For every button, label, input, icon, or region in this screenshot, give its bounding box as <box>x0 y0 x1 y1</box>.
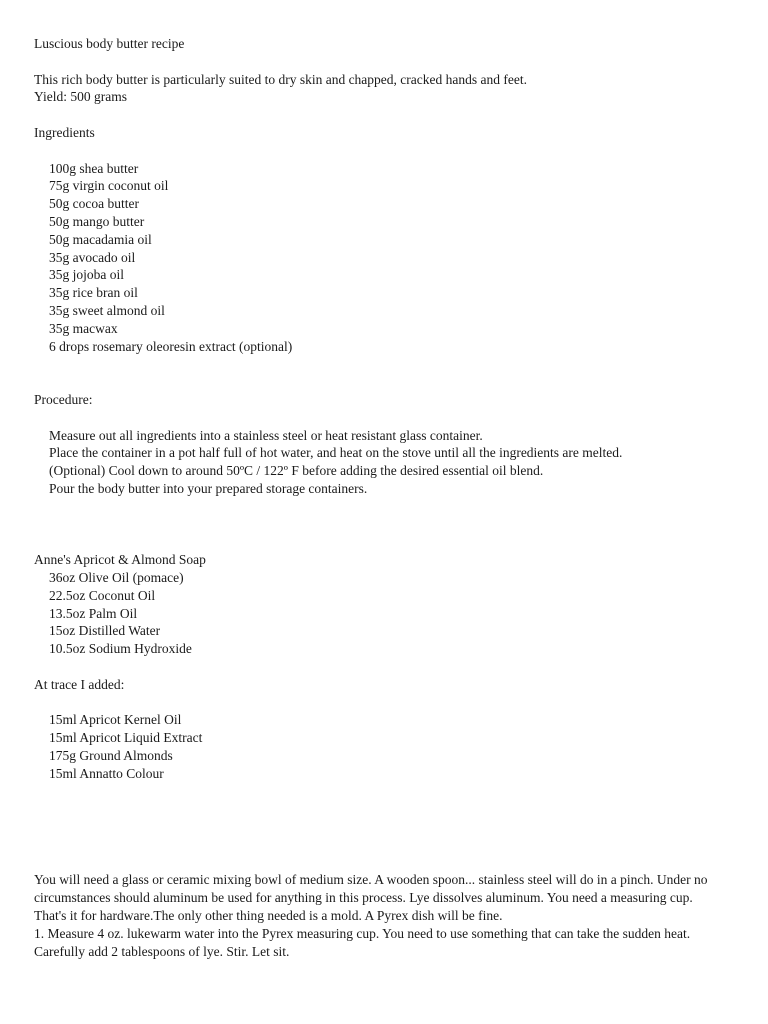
list-item: 15ml Annatto Colour <box>49 765 164 781</box>
trace-heading: At trace I added: <box>34 676 125 692</box>
ingredients-heading: Ingredients <box>34 124 95 140</box>
list-item: 10.5oz Sodium Hydroxide <box>49 641 192 657</box>
list-item: 35g jojoba oil <box>49 267 124 283</box>
recipe1-title: Luscious body butter recipe <box>34 36 185 51</box>
list-item: 75g virgin coconut oil <box>49 178 169 194</box>
list-item: 50g macadamia oil <box>49 231 152 247</box>
recipe2-title: Anne's Apricot & Almond Soap <box>34 552 206 568</box>
procedure-heading: Procedure: <box>34 391 93 407</box>
list-item: 50g cocoa butter <box>49 196 139 212</box>
recipe1-yield: Yield: 500 grams <box>34 89 127 105</box>
list-item: 35g macwax <box>49 320 118 336</box>
ingredients-list <box>34 160 734 356</box>
list-item: Place the container in a pot half full of hot water, and heat on the stove until all the ingredients are melted. <box>49 445 623 461</box>
list-item: 6 drops rosemary oleoresin extract (optional) <box>49 338 293 354</box>
soap-step-1: 1. Measure 4 oz. lukewarm water into the Pyrex measuring cup. You need to use something that can take the sudden heat. Carefully add 2 tablespoons of lye. Stir. Let sit. <box>34 925 691 959</box>
list-item: 35g rice bran oil <box>49 285 138 301</box>
list-item: Measure out all ingredients into a stainless steel or heat resistant glass container. <box>49 427 483 443</box>
list-item: 175g Ground Almonds <box>49 747 173 763</box>
document-page <box>34 35 734 960</box>
list-item: 36oz Olive Oil (pomace) <box>49 569 184 585</box>
list-item: 35g sweet almond oil <box>49 302 165 318</box>
list-item: 22.5oz Coconut Oil <box>49 587 156 603</box>
list-item: 15ml Apricot Kernel Oil <box>49 712 182 728</box>
list-item: 100g shea butter <box>49 160 139 176</box>
procedure-list <box>34 427 734 498</box>
list-item: 35g avocado oil <box>49 249 136 265</box>
list-item: Pour the body butter into your prepared storage containers. <box>49 480 368 496</box>
trace-list <box>34 711 734 782</box>
recipe1-intro: This rich body butter is particularly suited to dry skin and chapped, cracked hands and feet. <box>34 71 527 87</box>
list-item: (Optional) Cool down to around 50ºC / 122º F before adding the desired essential oil blend. <box>49 463 544 479</box>
soap-instructions-paragraph: You will need a glass or ceramic mixing bowl of medium size. A wooden spoon... stainless steel will do in a pinch. Under no circumstances should aluminum be used for anything in this process. Lye dissolves aluminum. You need a measuring cup. That's it for hardware.The only other thing needed is a mold. A Pyrex dish will be fine. <box>34 872 708 924</box>
list-item: 13.5oz Palm Oil <box>49 605 138 621</box>
soap-ingredients-list <box>34 569 734 658</box>
list-item: 15oz Distilled Water <box>49 623 161 639</box>
list-item: 15ml Apricot Liquid Extract <box>49 730 203 746</box>
list-item: 50g mango butter <box>49 213 145 229</box>
